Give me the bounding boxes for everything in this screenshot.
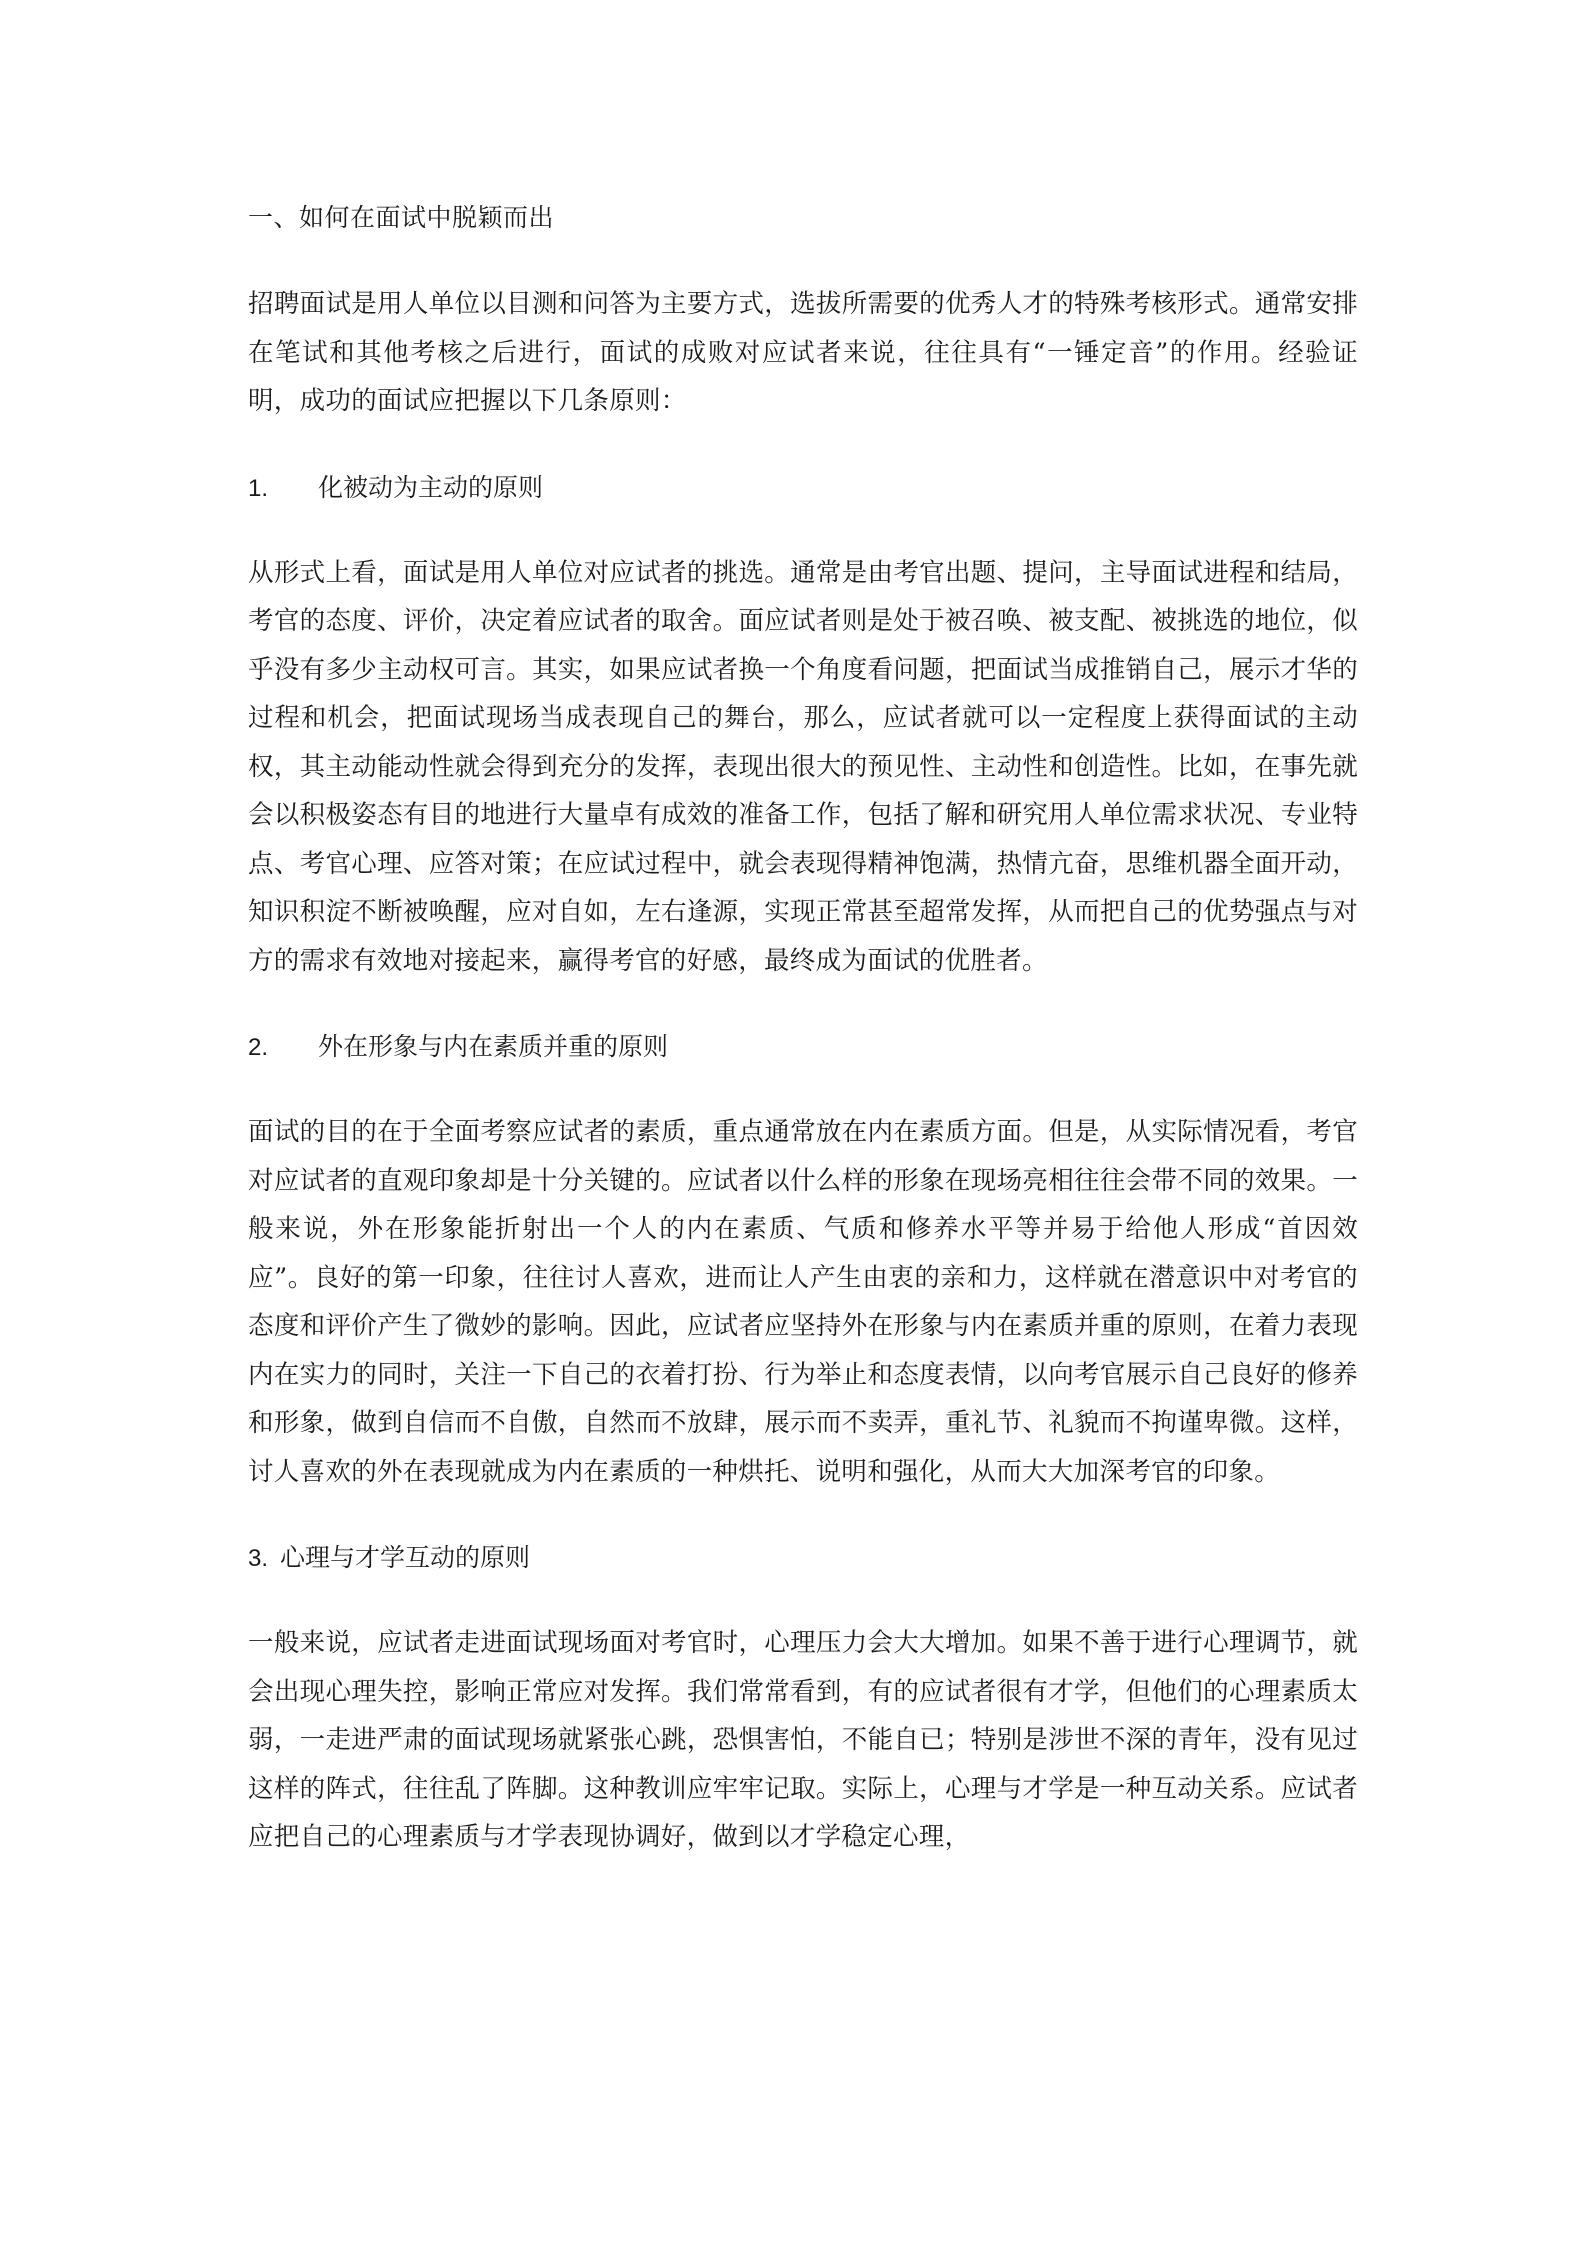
section-heading-3 bbox=[248, 1536, 1358, 1581]
section-number: 1. bbox=[248, 474, 269, 502]
section-heading-2 bbox=[248, 1025, 1358, 1070]
section-heading-1 bbox=[248, 466, 1358, 511]
intro-paragraph: 招聘面试是用人单位以目测和问答为主要方式，选拔所需要的优秀人才的特殊考核形式。通常安排在笔试和其他考核之后进行，面试的成败对应试者来说，往往具有“一锤定音”的作用。经验证明，成功的面试应把握以下几条原则： bbox=[248, 289, 1358, 416]
section-title: 外在形象与内在素质并重的原则 bbox=[318, 1032, 669, 1061]
section-body-1: 从形式上看，面试是用人单位对应试者的挑选。通常是由考官出题、提问，主导面试进程和结局，考官的态度、评价，决定着应试者的取舍。面应试者则是处于被召唤、被支配、被挑选的地位，似乎没有多少主动权可言。其实，如果应试者换一个角度看问题，把面试当成推销自己，展示才华的过程和机会，把面试现场当成表现自己的舞台，那么，应试者就可以一定程度上获得面试的主动权，其主动能动性就会得到充分的发挥，表现出很大的预见性、主动性和创造性。比如，在事先就会以积极姿态有目的地进行大量卓有成效的准备工作，包括了解和研究用人单位需求状况、专业特点、考官心理、应答对策；在应试过程中，就会表现得精神饱满，热情亢奋，思维机器全面开动，知识积淀不断被唤醒，应对自如，左右逢源，实现正常甚至超常发挥，从而把自己的优势强点与对方的需求有效地对接起来，赢得考官的好感，最终成为面试的优胜者。 bbox=[248, 557, 1358, 976]
section-body-2: 面试的目的在于全面考察应试者的素质，重点通常放在内在素质方面。但是，从实际情况看，考官对应试者的直观印象却是十分关键的。应试者以什么样的形象在现场亮相往往会带不同的效果。一般来说，外在形象能折射出一个人的内在素质、气质和修养水平等并易于给他人形成“首因效应”。良好的第一印象，往往讨人喜欢，进而让人产生由衷的亲和力，这样就在潜意识中对考官的态度和评价产生了微妙的影响。因此，应试者应坚持外在形象与内在素质并重的原则，在着力表现内在实力的同时，关注一下自己的衣着打扮、行为举止和态度表情，以向考官展示自己良好的修养和形象，做到自信而不自傲，自然而不放肆，展示而不卖弄，重礼节、礼貌而不拘谨卑微。这样，讨人喜欢的外在表现就成为内在素质的一种烘托、说明和强化，从而大大加深考官的印象。 bbox=[248, 1117, 1358, 1487]
section-number: 2. bbox=[248, 1034, 269, 1061]
section-body-3: 一般来说，应试者走进面试现场面对考官时，心理压力会大大增加。如果不善于进行心理调节，就会出现心理失控，影响正常应对发挥。我们常常看到，有的应试者很有才学，但他们的心理素质太弱，一走进严肃的面试现场就紧张心跳，恐惧害怕，不能自已；特别是涉世不深的青年，没有见过这样的阵式，往往乱了阵脚。这种教训应牢牢记取。实际上，心理与才学是一种互动关系。应试者应把自己的心理素质与才学表现协调好，做到以才学稳定心理， bbox=[248, 1628, 1358, 1852]
section-number: 3. bbox=[248, 1545, 269, 1572]
document-page bbox=[248, 196, 1358, 1902]
section-title: 化被动为主动的原则 bbox=[318, 472, 544, 502]
section-title: 心理与才学互动的原则 bbox=[280, 1543, 531, 1572]
document-title: 一、如何在面试中脱颖而出 bbox=[248, 203, 555, 232]
